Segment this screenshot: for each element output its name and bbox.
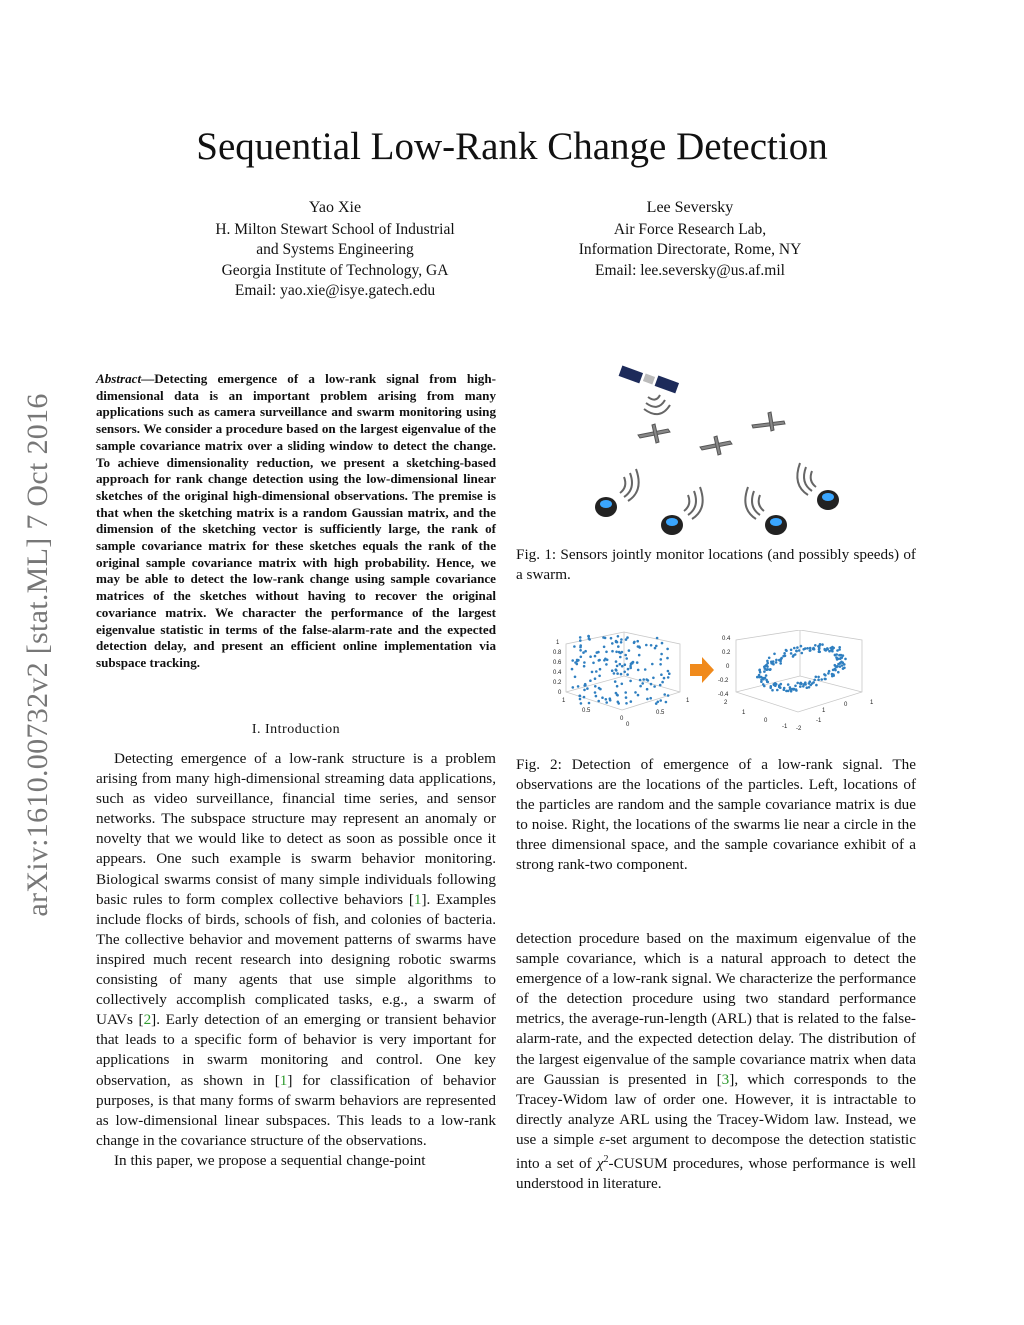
svg-text:2: 2 — [724, 700, 728, 706]
scatter-point — [615, 651, 618, 654]
scatter-point — [611, 650, 614, 653]
scatter-point — [770, 685, 773, 688]
scatter-point — [583, 665, 586, 668]
scatter-point — [617, 702, 620, 705]
svg-text:0: 0 — [558, 690, 562, 696]
intro-paragraph-2: In this paper, we propose a sequential change-point — [114, 1151, 426, 1169]
scatter-point — [594, 685, 597, 688]
right-plot-points — [756, 643, 847, 693]
signal-waves-icon — [620, 469, 639, 501]
scatter-point — [775, 659, 778, 662]
scatter-point — [579, 644, 582, 647]
ground-sensor-icon — [595, 497, 617, 517]
scatter-point — [787, 683, 790, 686]
scatter-point — [771, 689, 774, 692]
scatter-point — [639, 679, 642, 682]
scatter-point — [800, 645, 803, 648]
satellite-icon — [619, 366, 679, 394]
scatter-point — [624, 654, 627, 657]
scatter-point — [579, 649, 582, 652]
svg-text:1: 1 — [562, 698, 566, 704]
scatter-point — [626, 673, 629, 676]
svg-text:0.2: 0.2 — [553, 680, 562, 686]
author-block-1 — [165, 198, 505, 302]
scatter-point — [762, 683, 765, 686]
scatter-point — [806, 686, 809, 689]
author-affiliation: Georgia Institute of Technology, GA — [221, 261, 449, 279]
author-name: Yao Xie — [308, 199, 362, 216]
scatter-point — [837, 663, 840, 666]
intro-paragraph-1: Detecting emergence of a low-rank structure is a problem arising from many high-dimensional streaming data applications, such as video surveillance, financial time series, and sensor networks. The subspace structure may represent an anomaly or novelty that we would like to detect as soon as possible once it appears. One such example is swarm behavior monitoring. Biological swarms consist of many simple individuals following basic rules to form complex collective behaviors [1]. Examples include flocks of birds, schools of fish, and colonies of bacteria. The collective behavior and movement patterns of swarms have inspired much recent research into designing robotic swarms consisting of many agents that use simple algorithms to collectively accomplish complicated tasks, e.g., a swarm of UAVs [2]. Early detection of an emerging or transient behavior that leads to a specific form of behavior is very important for applications in swarm monitoring and control. One key observation, as shown in [1] for classification of behavior purposes, is that many forms of swarm behaviors are represented as low-dimensional linear subspaces. This leads to a low-rank change in the covariance structure of the observations. — [96, 750, 496, 1149]
scatter-point — [795, 688, 798, 691]
scatter-point — [824, 649, 827, 652]
scatter-point — [613, 672, 616, 675]
scatter-point — [795, 650, 798, 653]
scatter-point — [620, 673, 623, 676]
scatter-point — [659, 663, 662, 666]
scatter-point — [609, 697, 612, 700]
scatter-point — [587, 635, 590, 638]
right-plot-axes — [736, 630, 862, 712]
scatter-point — [580, 656, 583, 659]
scatter-point — [798, 649, 801, 652]
scatter-point — [663, 693, 666, 696]
scatter-point — [579, 636, 582, 639]
svg-text:-1: -1 — [816, 718, 822, 724]
scatter-point — [605, 651, 608, 654]
scatter-point — [646, 688, 649, 691]
scatter-point — [616, 665, 619, 668]
citation-link[interactable]: 2 — [143, 1011, 152, 1029]
svg-text:-1: -1 — [782, 724, 788, 730]
scatter-point — [832, 674, 835, 677]
author-affiliation: Air Force Research Lab, — [613, 220, 767, 238]
scatter-point — [758, 669, 761, 672]
scatter-point — [782, 655, 785, 658]
scatter-point — [584, 650, 587, 653]
scatter-point — [637, 669, 640, 672]
figure-1-illustration — [560, 355, 860, 545]
scatter-point — [668, 672, 671, 675]
scatter-point — [773, 653, 776, 656]
author-email: Email: yao.xie@isye.gatech.edu — [234, 282, 436, 299]
scatter-point — [765, 679, 768, 682]
scatter-point — [812, 647, 815, 650]
scatter-point — [659, 699, 662, 702]
svg-text:1: 1 — [742, 710, 746, 716]
scatter-point — [785, 690, 788, 693]
scatter-point — [765, 674, 768, 677]
ground-sensor-icon — [765, 515, 787, 535]
uav-icon — [638, 424, 670, 443]
scatter-point — [616, 693, 619, 696]
arxiv-stamp — [18, 355, 58, 955]
scatter-point — [661, 642, 664, 645]
scatter-point — [828, 670, 831, 673]
scatter-point — [790, 649, 793, 652]
scatter-point — [615, 660, 618, 663]
scatter-point — [603, 646, 606, 649]
svg-text:-2: -2 — [796, 726, 802, 732]
scatter-point — [815, 676, 818, 679]
scatter-point — [812, 681, 815, 684]
scatter-point — [792, 654, 795, 657]
scatter-point — [814, 644, 817, 647]
scatter-point — [594, 655, 597, 658]
scatter-point — [629, 680, 632, 683]
scatter-point — [826, 647, 829, 650]
scatter-point — [827, 672, 830, 675]
figure-2-caption: Fig. 2: Detection of emergence of a low-rank signal. The observations are the locations of the particles. Left, locations of the particles are random and the sample covariance matrix is due to noise. Right, the locations of the swarms lie near a circle in the three dimensional space, and the sample covariance exhibit of a strong rank-two component. — [516, 756, 916, 874]
author-block-2 — [520, 198, 860, 281]
scatter-point — [645, 678, 648, 681]
scatter-point — [779, 686, 782, 689]
scatter-point — [660, 653, 663, 656]
scatter-point — [838, 648, 841, 651]
scatter-point — [583, 689, 586, 692]
svg-text:0.4: 0.4 — [722, 636, 731, 642]
scatter-point — [583, 661, 586, 664]
svg-text:-0.4: -0.4 — [718, 692, 729, 698]
scatter-point — [591, 671, 594, 674]
scatter-point — [578, 695, 581, 698]
scatter-point — [638, 646, 641, 649]
ground-sensor-icon — [817, 490, 839, 510]
scatter-point — [824, 674, 827, 677]
left-plot-points — [571, 635, 671, 705]
scatter-point — [839, 665, 842, 668]
scatter-point — [588, 702, 591, 705]
author-name: Lee Seversky — [646, 199, 734, 216]
figure-2-plots — [552, 630, 882, 736]
citation-link[interactable]: 1 — [413, 890, 422, 908]
scatter-point — [583, 696, 586, 699]
scatter-point — [817, 676, 820, 679]
scatter-point — [667, 670, 670, 673]
scatter-point — [604, 658, 607, 661]
author-affiliation: Information Directorate, Rome, NY — [578, 241, 802, 258]
scatter-point — [617, 635, 620, 638]
scatter-point — [592, 662, 595, 665]
scatter-point — [595, 670, 598, 673]
scatter-point — [804, 681, 807, 684]
scatter-point — [595, 695, 598, 698]
citation-link[interactable]: 3 — [721, 1070, 730, 1088]
scatter-point — [663, 677, 666, 680]
scatter-point — [599, 668, 602, 671]
scatter-point — [763, 670, 766, 673]
scatter-point — [625, 638, 628, 641]
scatter-point — [775, 661, 778, 664]
scatter-point — [620, 641, 623, 644]
scatter-point — [637, 694, 640, 697]
scatter-point — [653, 685, 656, 688]
svg-text:0.4: 0.4 — [553, 670, 562, 676]
citation-link[interactable]: 1 — [279, 1071, 288, 1089]
scatter-point — [598, 675, 601, 678]
scatter-point — [844, 658, 847, 661]
signal-waves-icon — [684, 487, 703, 519]
scatter-point — [634, 691, 637, 694]
svg-text:0: 0 — [726, 664, 730, 670]
scatter-point — [641, 682, 644, 685]
scatter-point — [655, 702, 658, 705]
scatter-point — [611, 642, 614, 645]
scatter-point — [834, 654, 837, 657]
intro-left-column — [96, 749, 496, 1171]
scatter-point — [632, 661, 635, 664]
scatter-point — [783, 687, 786, 690]
scatter-point — [820, 678, 823, 681]
svg-text:0.5: 0.5 — [582, 708, 591, 714]
scatter-point — [636, 640, 639, 643]
scatter-point — [619, 656, 622, 659]
scatter-point — [660, 658, 663, 661]
scatter-point — [597, 700, 600, 703]
scatter-point — [615, 668, 618, 671]
uav-icon — [700, 436, 732, 455]
scatter-point — [841, 664, 844, 667]
scatter-point — [616, 672, 619, 675]
scatter-point — [813, 679, 816, 682]
svg-text:0.5: 0.5 — [656, 710, 665, 716]
svg-text:0: 0 — [844, 702, 848, 708]
scatter-point — [651, 663, 654, 666]
scatter-point — [572, 686, 575, 689]
scatter-point — [584, 683, 587, 686]
scatter-point — [769, 668, 772, 671]
scatter-point — [601, 696, 604, 699]
scatter-point — [586, 687, 589, 690]
scatter-point — [646, 698, 649, 701]
scatter-point — [842, 661, 845, 664]
scatter-point — [667, 694, 670, 697]
svg-text:1: 1 — [870, 700, 874, 706]
scatter-point — [625, 702, 628, 705]
scatter-point — [654, 647, 657, 650]
section-heading: I. Introduction — [251, 722, 341, 737]
scatter-point — [834, 665, 837, 668]
scatter-point — [774, 684, 777, 687]
scatter-point — [835, 656, 838, 659]
scatter-point — [659, 684, 662, 687]
scatter-point — [809, 649, 812, 652]
svg-text:0: 0 — [626, 722, 630, 728]
scatter-point — [837, 671, 840, 674]
scatter-point — [642, 678, 645, 681]
scatter-point — [801, 652, 804, 655]
scatter-point — [625, 696, 628, 699]
scatter-point — [783, 652, 786, 655]
scatter-point — [625, 657, 628, 660]
scatter-point — [656, 637, 659, 640]
scatter-point — [796, 646, 799, 649]
svg-text:1: 1 — [686, 698, 690, 704]
scatter-point — [809, 647, 812, 650]
scatter-point — [655, 645, 658, 648]
scatter-point — [624, 663, 627, 666]
scatter-point — [652, 677, 655, 680]
scatter-point — [589, 679, 592, 682]
scatter-point — [605, 701, 608, 704]
scatter-point — [639, 685, 642, 688]
scatter-point — [758, 674, 761, 677]
scatter-point — [571, 668, 574, 671]
svg-text:-0.2: -0.2 — [718, 678, 729, 684]
scatter-point — [789, 688, 792, 691]
scatter-point — [818, 650, 821, 653]
scatter-point — [619, 652, 622, 655]
scatter-point — [589, 655, 592, 658]
scatter-point — [808, 686, 811, 689]
scatter-point — [617, 645, 620, 648]
scatter-point — [594, 691, 597, 694]
intro-right-column — [516, 929, 916, 1194]
scatter-point — [571, 659, 574, 662]
scatter-point — [766, 660, 769, 663]
scatter-point — [577, 685, 580, 688]
scatter-point — [765, 668, 768, 671]
scatter-point — [574, 661, 577, 664]
scatter-point — [630, 700, 633, 703]
scatter-point — [796, 682, 799, 685]
scatter-point — [623, 671, 626, 674]
scatter-point — [793, 647, 796, 650]
scatter-point — [800, 683, 803, 686]
scatter-point — [627, 668, 630, 671]
scatter-point — [824, 678, 827, 681]
scatter-point — [638, 654, 641, 657]
scatter-point — [645, 644, 648, 647]
scatter-point — [817, 679, 820, 682]
scatter-point — [818, 648, 821, 651]
scatter-point — [828, 650, 831, 653]
scatter-point — [614, 680, 617, 683]
scatter-point — [840, 654, 843, 657]
scatter-point — [772, 663, 775, 666]
arxiv-id: arXiv:1610.00732v2 [stat.ML] 7 Oct 2016 — [21, 393, 54, 917]
figure-1-caption: Fig. 1: Sensors jointly monitor locations (and possibly speeds) of a swarm. — [516, 546, 916, 584]
scatter-point — [605, 663, 608, 666]
scatter-point — [819, 643, 822, 646]
scatter-point — [598, 659, 601, 662]
ground-sensor-icon — [661, 515, 683, 535]
scatter-point — [802, 685, 805, 688]
svg-text:0.8: 0.8 — [553, 650, 562, 656]
scatter-point — [628, 649, 631, 652]
scatter-point — [831, 648, 834, 651]
scatter-point — [799, 685, 802, 688]
svg-text:0: 0 — [620, 716, 624, 722]
paper-title: Sequential Low-Rank Change Detection — [196, 125, 828, 168]
scatter-point — [621, 665, 624, 668]
scatter-point — [598, 687, 601, 690]
svg-text:0.6: 0.6 — [553, 660, 562, 666]
scatter-point — [619, 663, 622, 666]
intro-paragraph-continued: detection procedure based on the maximum eigenvalue of the sample covariance, which is a natural approach to detect the emergence of a low-rank signal. We characterize the performance of the detection procedure using two standard performance metrics, the average-run-length (ARL) that is related to the false-alarm-rate, and the expected detection delay. The distribution of the largest eigenvalue of the sample covariance matrix when data are Gaussian is presented in [3], which corresponds to the Tracey-Widom law of order one. However, it is intractable to directly analyze ARL using the Tracey-Widom law. Instead, we use a simple ε-set argument to decompose the detection statistic into a set of $\chi^2$-CUSUM procedures, whose performance is well understood in literature. — [516, 930, 917, 1193]
scatter-point — [794, 685, 797, 688]
scatter-point — [605, 698, 608, 701]
scatter-point — [766, 665, 769, 668]
scatter-point — [842, 667, 845, 670]
scatter-point — [821, 643, 824, 646]
scatter-point — [579, 698, 582, 701]
scatter-point — [615, 641, 618, 644]
scatter-point — [785, 649, 788, 652]
scatter-point — [779, 662, 782, 665]
scatter-point — [604, 637, 607, 640]
scatter-point — [650, 683, 653, 686]
scatter-point — [650, 644, 653, 647]
svg-text:1: 1 — [822, 708, 826, 714]
scatter-point — [649, 697, 652, 700]
scatter-point — [588, 637, 591, 640]
scatter-point — [806, 647, 809, 650]
svg-text:0: 0 — [764, 718, 768, 724]
signal-waves-icon — [644, 395, 670, 414]
scatter-point — [840, 657, 843, 660]
scatter-point — [573, 645, 576, 648]
scatter-point — [594, 677, 597, 680]
scatter-point — [633, 642, 636, 645]
scatter-point — [760, 678, 763, 681]
scatter-point — [644, 668, 647, 671]
scatter-point — [778, 659, 781, 662]
author-affiliation: and Systems Engineering — [256, 241, 414, 258]
uav-icon — [752, 412, 785, 431]
scatter-point — [621, 683, 624, 686]
scatter-point — [660, 673, 663, 676]
abstract-text: —Detecting emergence of a low-rank signal from high-dimensional data is an important problem arising from many applications such as camera surveillance and swarm monitoring using sensors. We consider a procedure based on the largest eigenvalue of the sample covariance matrix over a sliding window to detect the change. To achieve dimensionality reduction, we present a sketching-based approach for rank change detection using the low-dimensional linear sketches of the original high-dimensional observations. The premise is that when the sketching matrix is a random Gaussian matrix, and the dimension of the sketching vector is sufficiently large, the rank of sample covariance matrix for these sketches equals the rank of the original sample covariance matrix with high probability. Hence, we may be able to detect the low-rank change using sample covariance matrices of the sketches without having to recover the original covariance matrix. We character the performance of the largest eigenvalue statistic in terms of the false-alarm-rate and the expected detection delay, and present an efficient online implementation via subspace tracking. — [96, 371, 496, 670]
author-email: Email: lee.seversky@us.af.mil — [595, 261, 785, 279]
signal-waves-icon — [797, 463, 816, 495]
scatter-point — [665, 701, 668, 704]
scatter-point — [776, 689, 779, 692]
scatter-point — [661, 681, 664, 684]
svg-text:0.2: 0.2 — [722, 650, 731, 656]
scatter-point — [667, 676, 670, 679]
scatter-point — [768, 657, 771, 660]
scatter-point — [620, 638, 623, 641]
scatter-point — [579, 639, 582, 642]
scatter-point — [666, 648, 669, 651]
author-affiliation: H. Milton Stewart School of Industrial — [215, 220, 455, 238]
signal-waves-icon — [745, 487, 764, 519]
abstract — [96, 371, 496, 672]
scatter-point — [596, 651, 599, 654]
scatter-point — [576, 659, 579, 662]
scatter-point — [611, 669, 614, 672]
scatter-point — [790, 652, 793, 655]
abstract-lead: Abstract — [96, 371, 142, 386]
scatter-point — [832, 669, 835, 672]
scatter-point — [809, 680, 812, 683]
transition-arrow-icon — [690, 657, 714, 683]
scatter-point — [580, 702, 583, 705]
scatter-point — [616, 685, 619, 688]
scatter-point — [574, 676, 577, 679]
scatter-point — [624, 691, 627, 694]
svg-text:1: 1 — [556, 640, 560, 646]
scatter-point — [636, 661, 639, 664]
scatter-point — [629, 667, 632, 670]
scatter-point — [666, 657, 669, 660]
scatter-point — [610, 637, 613, 640]
scatter-point — [815, 684, 818, 687]
scatter-point — [778, 684, 781, 687]
scatter-point — [804, 647, 807, 650]
